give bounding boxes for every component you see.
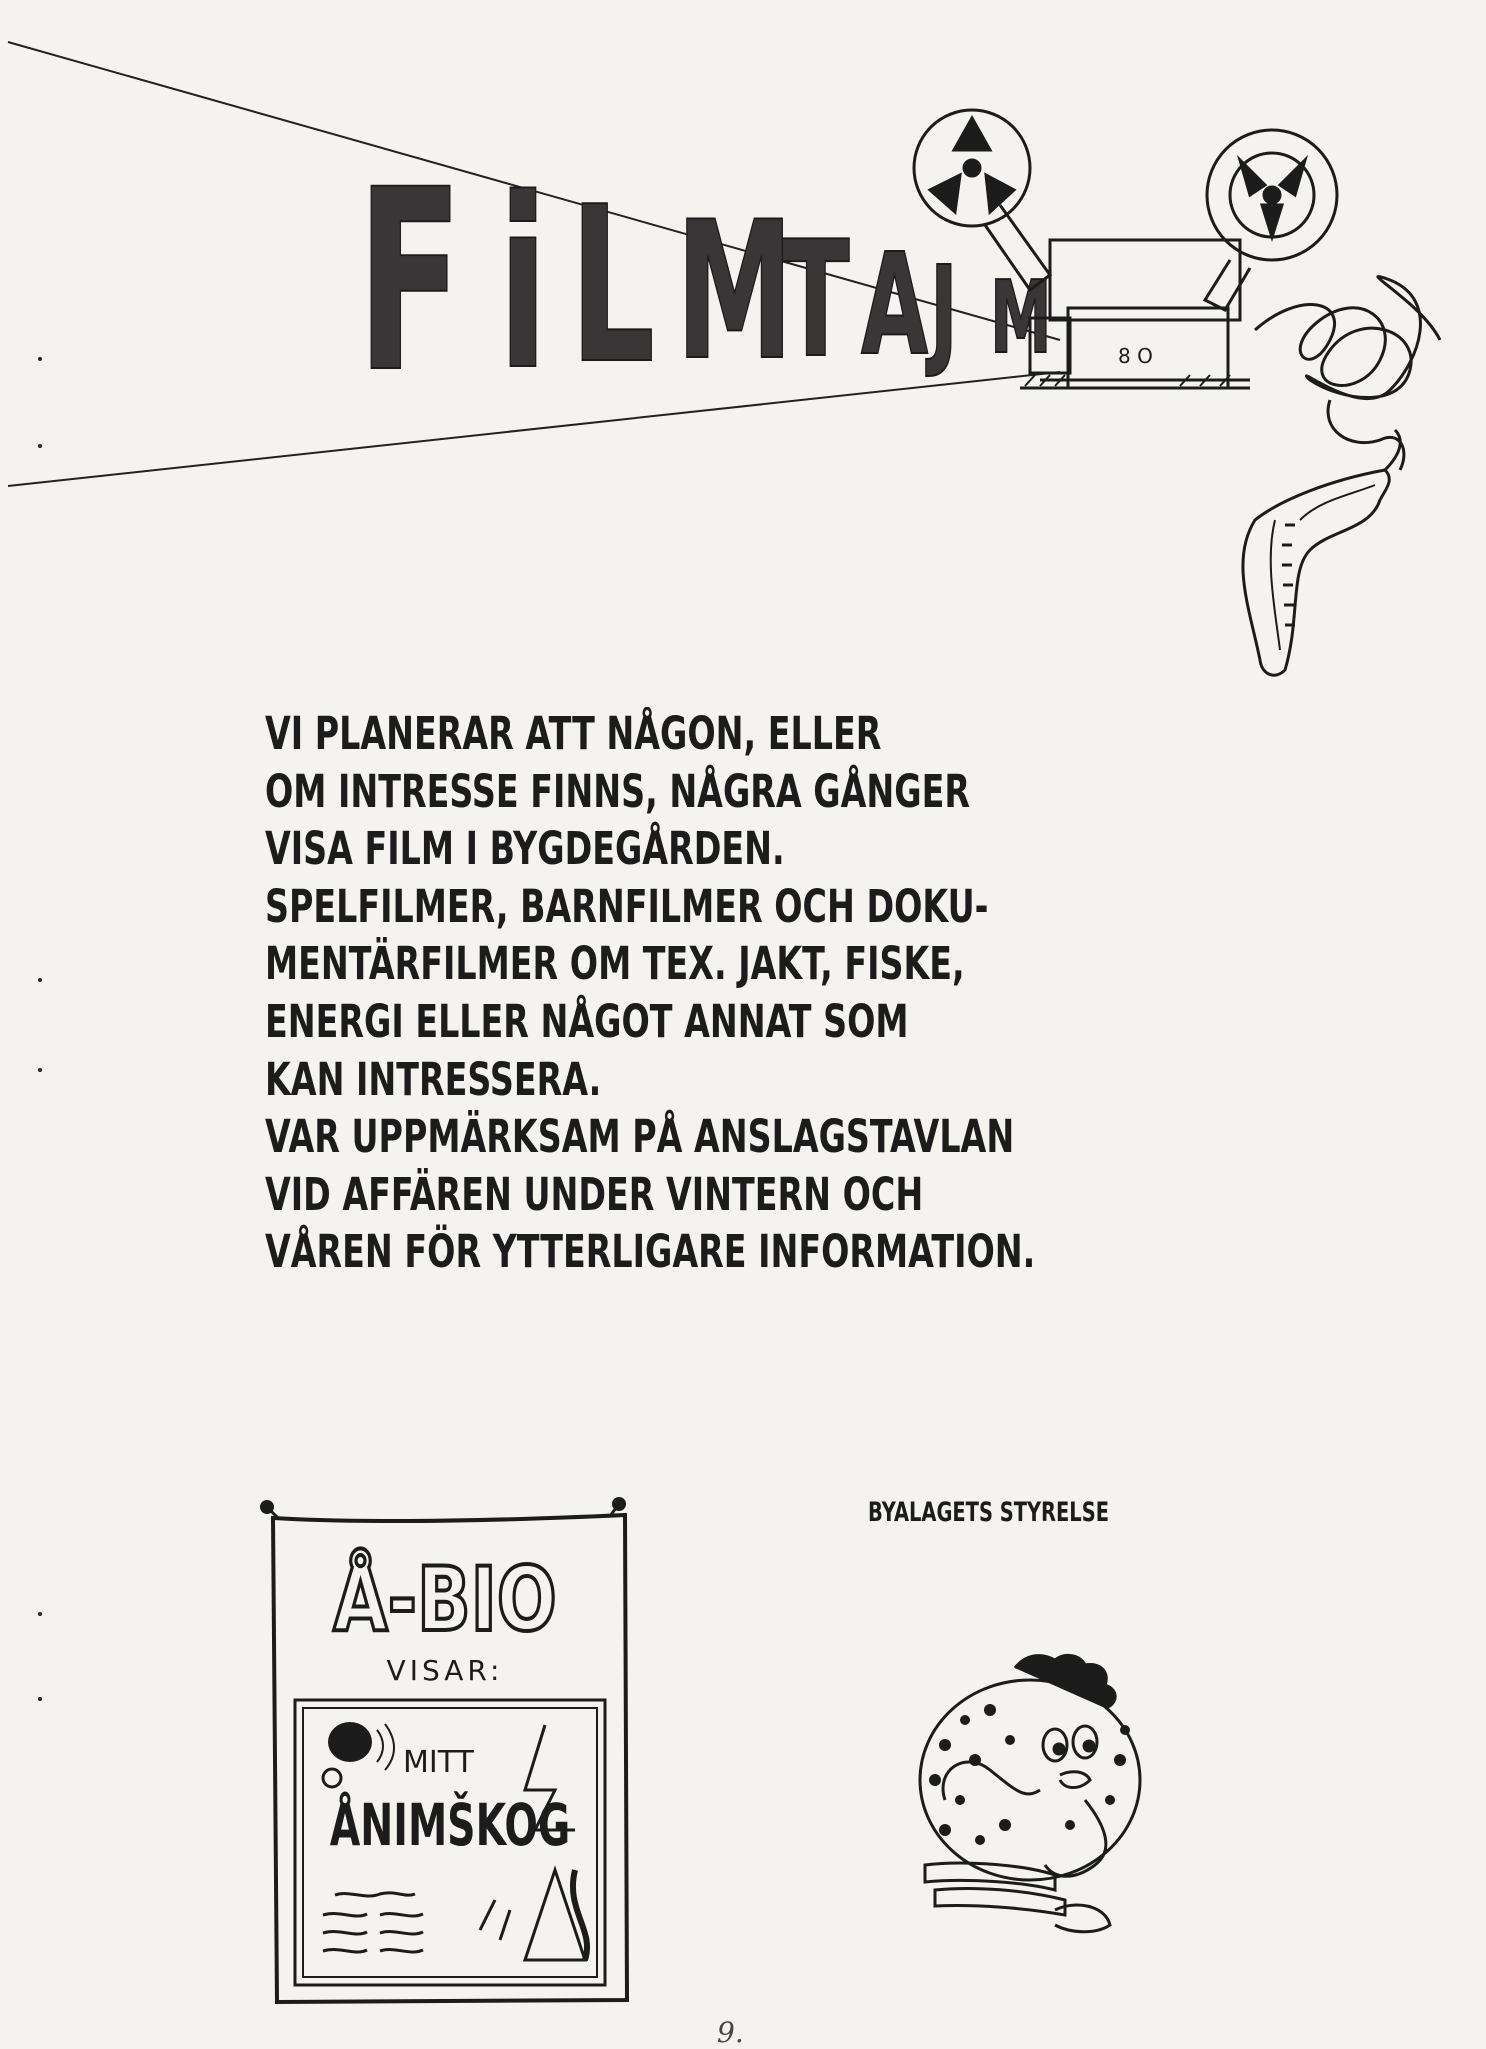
poster-film-line1: MITT — [403, 1745, 474, 1780]
bio-poster — [255, 1490, 635, 2020]
title-letter: M — [990, 259, 1052, 377]
title-letter: i — [498, 149, 548, 423]
announcement-line: VID AFFÄREN UNDER VINTERN OCH — [265, 1167, 924, 1221]
title-letter: T — [782, 207, 850, 394]
announcement-line: VÅREN FÖR YTTERLIGARE INFORMATION. — [265, 1225, 1036, 1279]
announcement-line: ENERGI ELLER NÅGOT ANNAT SOM — [265, 994, 909, 1048]
announcement-line: VI PLANERAR ATT NÅGON, ELLER — [265, 707, 882, 760]
announcement-line: VISA FILM I BYGDEGÅRDEN. — [265, 822, 785, 876]
page-number: 9. — [717, 2016, 744, 2049]
margin-dot — [38, 1612, 42, 1616]
announcement-line: OM INTRESSE FINNS, NÅGRA GÅNGER — [265, 764, 971, 818]
title-letter: J — [930, 240, 958, 381]
projector-illustration — [914, 110, 1440, 675]
title-letter: L — [570, 161, 655, 412]
poster-subtitle: VISAR: — [386, 1654, 504, 1687]
title-letter: M — [676, 181, 794, 403]
projector-panel-label: 8 O — [1118, 344, 1153, 368]
strawberry-character-illustration — [905, 1650, 1165, 1950]
title-letter: F — [357, 137, 463, 429]
filmtajm-header — [0, 0, 1486, 700]
announcement-text — [265, 705, 1042, 1281]
announcement-line: SPELFILMER, BARNFILMER OCH DOKU- — [265, 879, 989, 933]
signature: BYALAGETS STYRELSE — [868, 1497, 1109, 1528]
margin-dot — [38, 1697, 42, 1701]
margin-dot — [38, 978, 42, 982]
announcement-line: MENTÄRFILMER OM TEX. JAKT, FISKE, — [265, 937, 965, 991]
announcement-line: VAR UPPMÄRKSAM PÅ ANSLAGSTAVLAN — [265, 1110, 1015, 1164]
title-letter: A — [861, 224, 929, 387]
margin-dot — [38, 1068, 42, 1072]
poster-title: Å-BIO — [333, 1548, 557, 1651]
announcement-line: KAN INTRESSERA. — [265, 1052, 602, 1106]
poster-film-line2: ÅNIMŠKOG — [329, 1791, 571, 1860]
